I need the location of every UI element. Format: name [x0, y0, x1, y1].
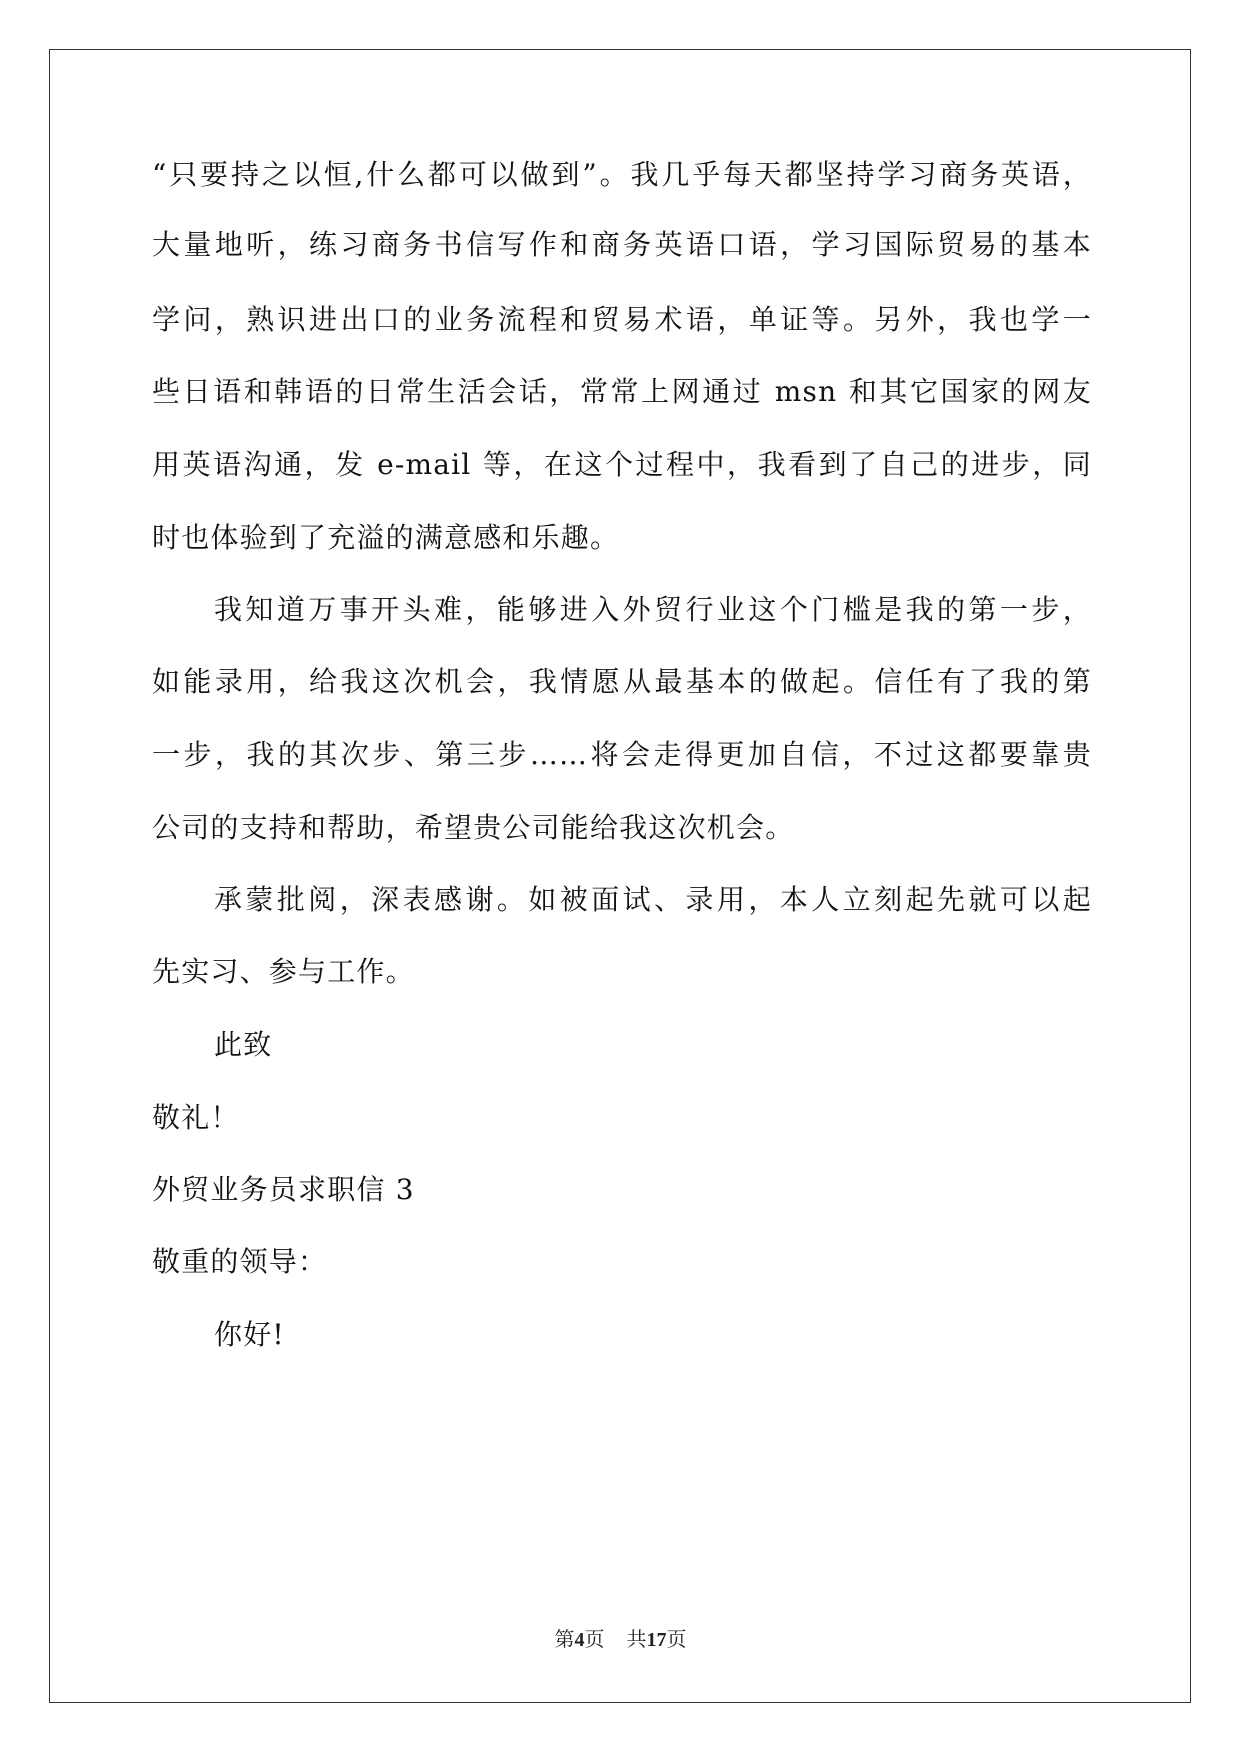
- body-line-4: 些日语和韩语的日常生活会话，常常上网通过 msn 和其它国家的网友: [152, 375, 1092, 408]
- paragraph-2-line-3: 一步，我的其次步、第三步……将会走得更加自信，不过这都要靠贵: [152, 738, 1092, 771]
- paragraph-2-line-1: 我知道万事开头难，能够进入外贸行业这个门槛是我的第一步，: [214, 593, 1092, 626]
- body-line-3: 学问，熟识进出口的业务流程和贸易术语，单证等。另外，我也学一: [152, 303, 1092, 336]
- closing-salutation: 此致: [214, 1028, 273, 1061]
- page-suffix: 页: [584, 1627, 605, 1651]
- body-line-1: “只要持之以恒,什么都可以做到”。我几乎每天都坚持学习商务英语，: [152, 158, 1092, 191]
- body-line-6: 时也体验到了充溢的满意感和乐趣。: [152, 521, 620, 554]
- paragraph-2-line-2: 如能录用，给我这次机会，我情愿从最基本的做起。信任有了我的第: [152, 665, 1092, 698]
- body-line-5: 用英语沟通，发 e-mail 等，在这个过程中，我看到了自己的进步，同: [152, 448, 1092, 481]
- paragraph-3-line-1: 承蒙批阅，深表感谢。如被面试、录用，本人立刻起先就可以起: [214, 883, 1092, 916]
- page-border: [49, 49, 1191, 1703]
- page-footer: [0, 1626, 1241, 1653]
- total-prefix: 共: [626, 1627, 647, 1651]
- page-number: 4: [574, 1629, 585, 1651]
- section-heading: 外贸业务员求职信 3: [152, 1173, 415, 1206]
- page-prefix: 第: [554, 1627, 575, 1651]
- paragraph-2-line-4: 公司的支持和帮助，希望贵公司能给我这次机会。: [152, 811, 795, 844]
- letter-greeting: 敬重的领导：: [152, 1245, 328, 1278]
- closing-regards: 敬礼！: [152, 1101, 240, 1134]
- paragraph-3-line-2: 先实习、参与工作。: [152, 955, 415, 988]
- body-line-2: 大量地听，练习商务书信写作和商务英语口语，学习国际贸易的基本: [152, 228, 1092, 261]
- letter-hello: 你好!: [214, 1318, 285, 1351]
- total-pages: 17: [646, 1629, 667, 1651]
- total-suffix: 页: [666, 1627, 687, 1651]
